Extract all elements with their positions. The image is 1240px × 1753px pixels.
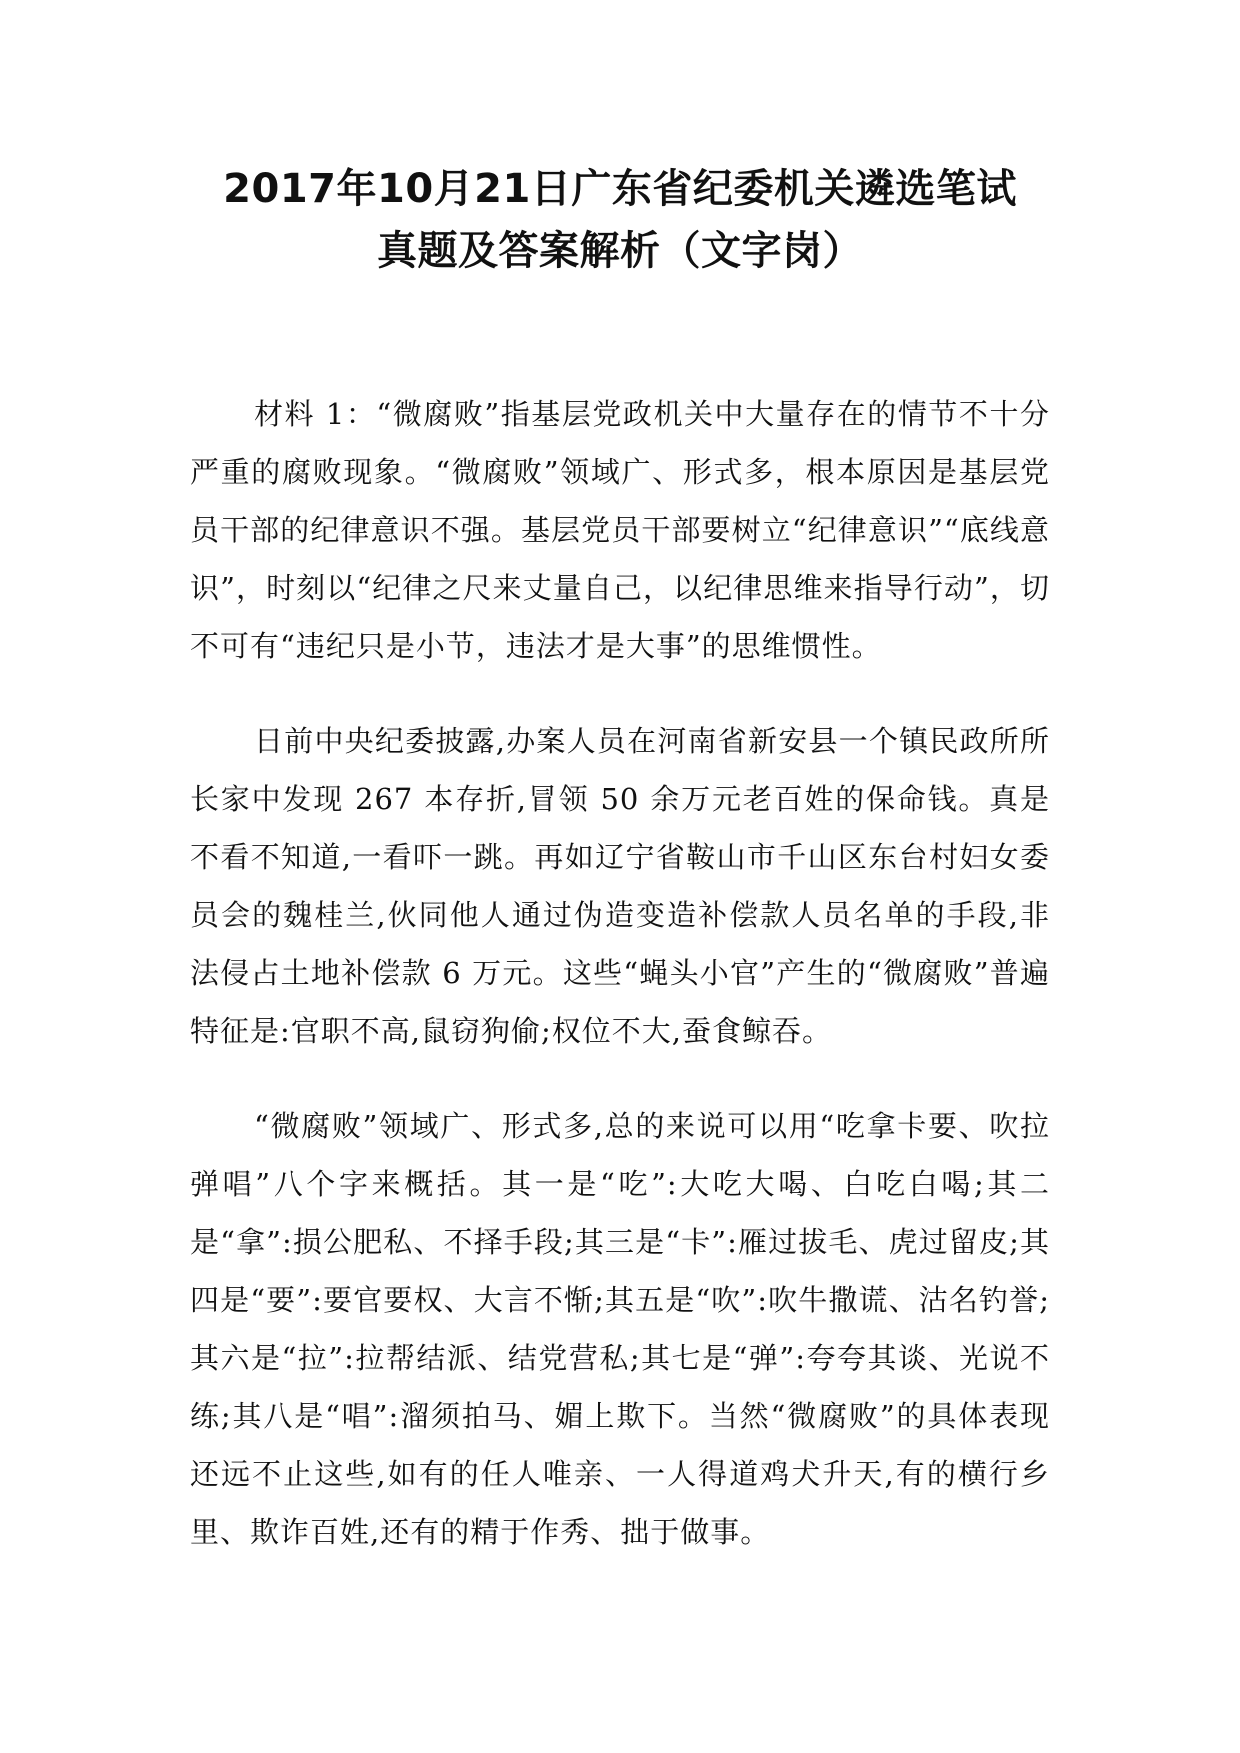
paragraph-material-1: 材料 1：“微腐败”指基层党政机关中大量存在的情节不十分严重的腐败现象。“微腐败”领域广、形式多，根本原因是基层党员干部的纪律意识不强。基层党员干部要树立“纪律意识”“底线意识”，时刻以“纪律之尺来丈量自己，以纪律思维来指导行动”，切不可有“违纪只是小节，违法才是大事”的思维惯性。 (190, 397, 1050, 663)
title-line-2: 真题及答案解析（文字岗） (377, 228, 863, 274)
document-body (190, 385, 1050, 1598)
paragraph-case-examples: 日前中央纪委披露,办案人员在河南省新安县一个镇民政所所长家中发现 267 本存折,冒领 50 余万元老百姓的保命钱。真是不看不知道,一看吓一跳。再如辽宁省鞍山市千山区东台村妇女委员会的魏桂兰,伙同他人通过伪造变造补偿款人员名单的手段,非法侵占土地补偿款 6 万元。这些“蝇头小官”产生的“微腐败”普遍特征是:官职不高,鼠窃狗偷;权位不大,蚕食鲸吞。 (190, 724, 1050, 1048)
document-title (150, 158, 1090, 282)
paragraph-eight-characters: “微腐败”领域广、形式多,总的来说可以用“吃拿卡要、吹拉弹唱”八个字来概括。其一是“吃”:大吃大喝、白吃白喝;其二是“拿”:损公肥私、不择手段;其三是“卡”:雁过拔毛、虎过留皮;其四是“要”:要官要权、大言不惭;其五是“吹”:吹牛撒谎、沽名钓誉;其六是“拉”:拉帮结派、结党营私;其七是“弹”:夸夸其谈、光说不练;其八是“唱”:溜须拍马、媚上欺下。当然“微腐败”的具体表现还远不止这些,如有的任人唯亲、一人得道鸡犬升天,有的横行乡里、欺诈百姓,还有的精于作秀、拙于做事。 (190, 1109, 1050, 1549)
title-line-1: 2017年10月21日广东省纪委机关遴选笔试 (223, 166, 1017, 212)
